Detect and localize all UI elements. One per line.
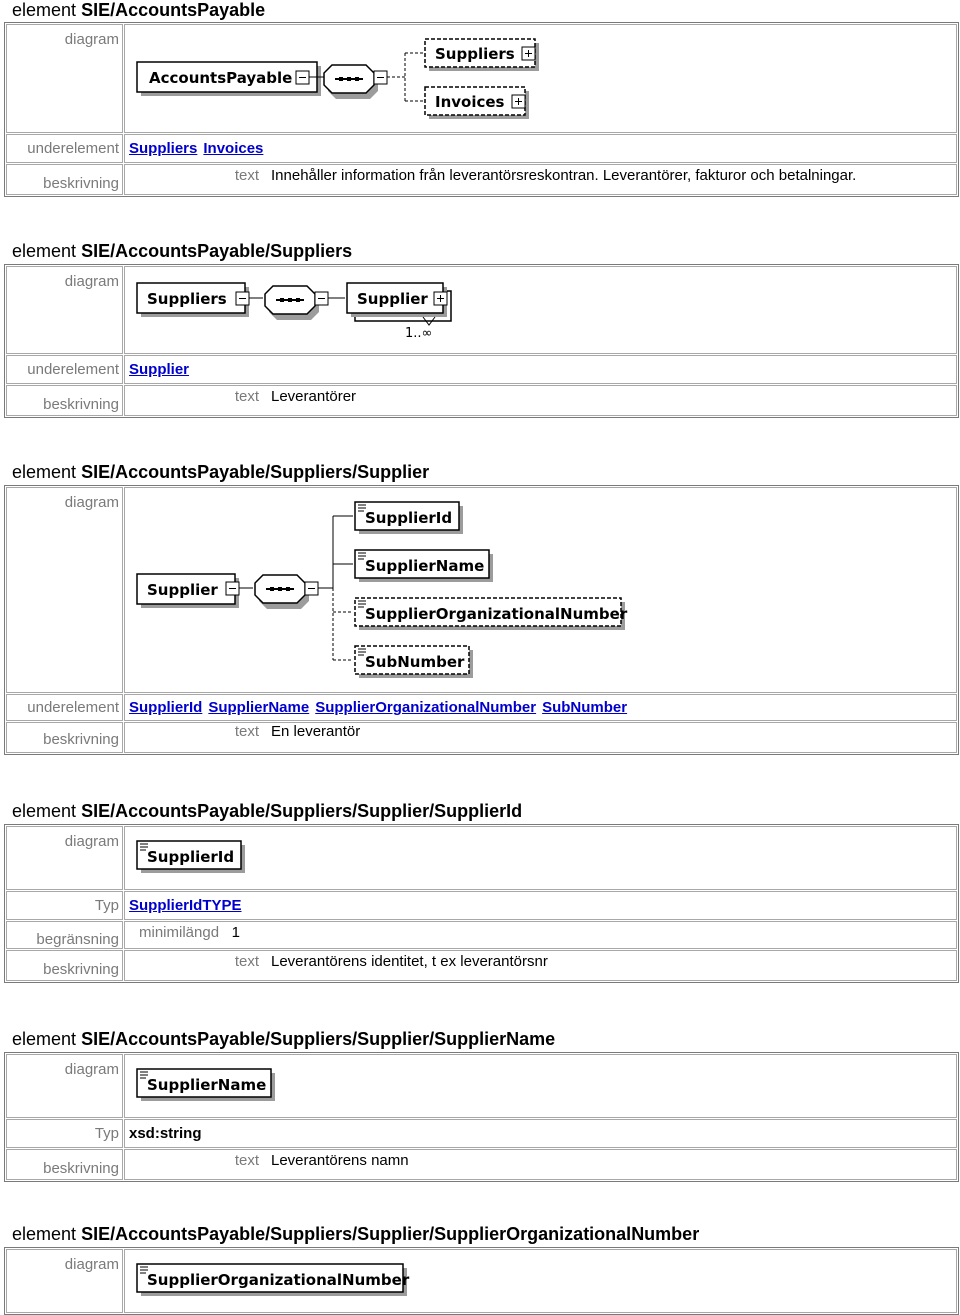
element-path: SIE/AccountsPayable/Suppliers/Supplier/SupplierOrganizationalNumber [81,1224,700,1244]
section-3-title: element SIE/AccountsPayable/Suppliers/Supplier [12,462,430,482]
section-6-title: element SIE/AccountsPayable/Suppliers/Supplier/SupplierOrganizationalNumber [12,1224,700,1244]
description-label: beskrivning [6,164,123,195]
diagram-cell [124,266,957,354]
children-links [124,134,957,163]
element-box [355,550,493,582]
element-path: SIE/AccountsPayable [81,0,266,20]
section-5-title: element SIE/AccountsPayable/Suppliers/Supplier/SupplierName [12,1029,556,1049]
section-6-table: diagram SupplierOrganizationalNumber [4,1247,959,1315]
link-supplierorganizationalnumber[interactable]: SupplierOrganizationalNumber [315,699,537,716]
description-text: Leverantörer [271,388,357,405]
diagram-cell [124,24,957,133]
description-text: Leverantörens identitet, t ex leverantörsnr [271,953,548,970]
element-label: AccountsPayable [149,69,293,87]
section-2-table: diagram Suppliers Supplier 1..∞ underelement Supplier beskrivning text Leverantörer [4,264,959,418]
occurrence-label: 1..∞ [405,326,433,341]
svg-text:SupplierId: SupplierId [365,509,453,527]
description-text: Innehåller information från leverantörsreskontran. Leverantörer, fakturor och betalningar. [271,167,857,184]
type-link[interactable]: SupplierIdTYPE [129,897,242,914]
link-suppliers[interactable]: Suppliers [129,140,198,157]
svg-text:SupplierOrganizationalNumber: SupplierOrganizationalNumber [147,1271,410,1289]
link-supplier[interactable]: Supplier [129,361,190,378]
link-supplierid[interactable]: SupplierId [129,699,203,716]
svg-text:SupplierOrganizationalNumber: SupplierOrganizationalNumber [365,605,628,623]
diagram-label: diagram [6,24,123,133]
section-3-table: diagram Supplier SupplierId SupplierName SupplierOrganizationalNumber SubNumber underelement SupplierId SupplierName SupplierOrganizationalNumber SubNumber beskrivning text En leverantör [4,485,959,755]
diagram-cell [124,487,957,693]
restriction-value: 1 [231,924,240,941]
schema-diagram [125,1250,955,1308]
element-box [355,646,473,678]
svg-text:Suppliers: Suppliers [435,45,515,63]
element-path: SIE/AccountsPayable/Suppliers/Supplier [81,462,430,482]
section-4-title: element SIE/AccountsPayable/Suppliers/Supplier/SupplierId [12,801,523,821]
schema-diagram [125,1055,955,1113]
svg-text:Suppliers: Suppliers [147,290,227,308]
element-path: SIE/AccountsPayable/Suppliers/Supplier/SupplierId [81,801,523,821]
section-1-title [12,0,265,21]
link-subnumber[interactable]: SubNumber [542,699,628,716]
type-value: xsd:string [129,1125,202,1142]
schema-diagram [125,488,955,688]
svg-text:Invoices: Invoices [435,93,505,111]
element-box [355,502,463,534]
section-4-table: diagram SupplierId Typ SupplierIdTYPE begränsning minimilängd 1 beskrivning text Leverantörens identitet, t ex leverantörsnr [4,824,959,983]
element-path: SIE/AccountsPayable/Suppliers [81,241,353,261]
restriction-key: minimilängd [139,924,220,941]
svg-text:SubNumber: SubNumber [365,653,465,671]
element-path: SIE/AccountsPayable/Suppliers/Supplier/SupplierName [81,1029,556,1049]
schema-diagram [125,267,955,349]
svg-text:Supplier: Supplier [357,290,428,308]
link-invoices[interactable]: Invoices [203,140,264,157]
section-1-table [4,22,959,197]
description-cell: text Innehåller information från leverantörsreskontran. Leverantörer, fakturor och betalningar. [124,164,957,195]
schema-diagram [125,827,955,885]
link-suppliername[interactable]: SupplierName [208,699,310,716]
svg-text:SupplierName: SupplierName [365,557,485,575]
svg-text:Supplier: Supplier [147,581,218,599]
svg-text:SupplierName: SupplierName [147,1076,267,1094]
element-keyword: element [12,0,77,20]
description-text: Leverantörens namn [271,1152,409,1169]
section-2-title: element SIE/AccountsPayable/Suppliers [12,241,353,261]
description-text: En leverantör [271,723,361,740]
children-label: underelement [6,134,123,163]
schema-diagram [125,25,955,128]
section-5-table: diagram SupplierName Typ xsd:string beskrivning text Leverantörens namn [4,1052,959,1182]
element-box [355,598,628,630]
svg-text:SupplierId: SupplierId [147,848,235,866]
